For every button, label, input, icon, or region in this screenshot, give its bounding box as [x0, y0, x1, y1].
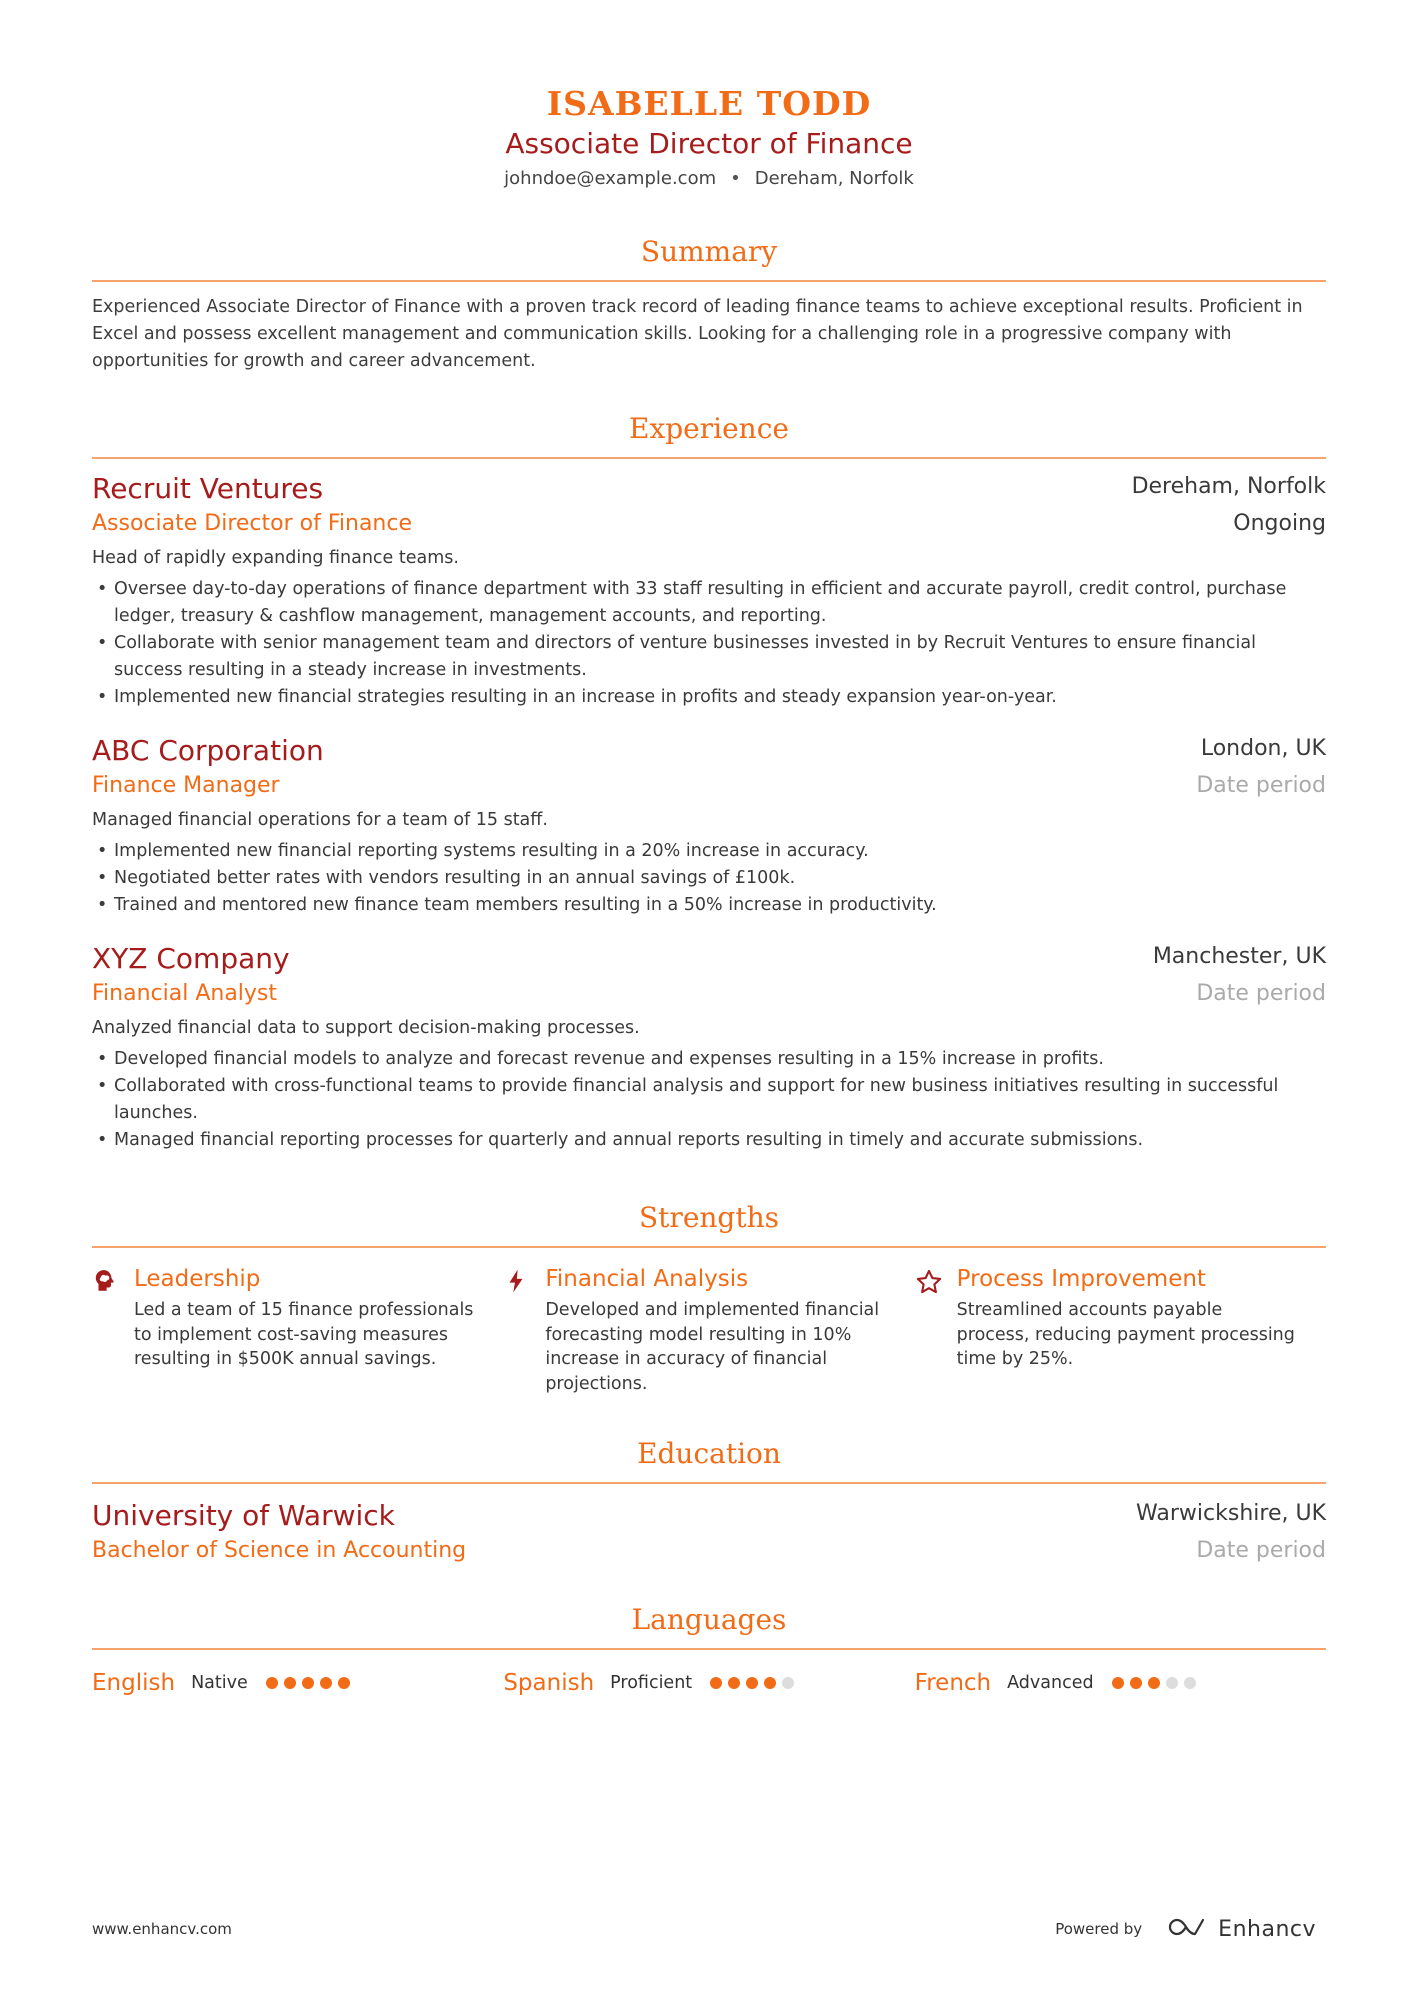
strength-text: Led a team of 15 finance professionals to implement cost-saving measures resulting in $500K annual savings. [134, 1300, 474, 1369]
job-bullets [92, 576, 1326, 711]
language-rating [1112, 1677, 1202, 1689]
job-entry [92, 471, 1326, 711]
job-company: ABC Corporation [92, 734, 324, 767]
job-position: Associate Director of Finance [92, 511, 413, 536]
job-description: Head of rapidly expanding finance teams. [92, 548, 459, 568]
rating-dot-filled [1112, 1677, 1124, 1689]
job-description: Analyzed financial data to support decision-making processes. [92, 1018, 640, 1038]
list-item: • Managed financial reporting processes for quarterly and annual reports resulting in timely and accurate submissions. [92, 1127, 1326, 1154]
rating-dot-filled [1130, 1677, 1142, 1689]
language-level: Proficient [610, 1673, 693, 1693]
rating-dot-filled [1148, 1677, 1160, 1689]
job-period: Ongoing [1233, 511, 1326, 536]
education-period: Date period [1196, 1538, 1326, 1563]
rating-dot-filled [320, 1677, 332, 1689]
rating-dot-filled [266, 1677, 278, 1689]
education-school: University of Warwick [92, 1499, 395, 1532]
contact-separator: • [730, 168, 741, 189]
list-item: • Oversee day-to-day operations of finance department with 33 staff resulting in efficient and accurate payroll, credit control, purchase ledger, treasury & cashflow management, management accounts, and reporting. [92, 576, 1326, 630]
strength-text: Streamlined accounts payable process, reducing payment processing time by 25%. [956, 1300, 1295, 1369]
summary-text: Experienced Associate Director of Finance with a proven track record of leading finance teams to achieve exceptional results. Proficient in Excel and possess excellent management and communication skills. Looking for a challenging role in a progressive company with opportunities for growth and career advancement. [92, 297, 1303, 371]
job-position: Financial Analyst [92, 981, 278, 1006]
experience-heading: Experience [629, 412, 789, 445]
summary-section [92, 234, 1326, 375]
job-entry [92, 733, 1326, 919]
strength-item [92, 1264, 503, 1396]
language-rating [266, 1677, 356, 1689]
summary-divider [92, 280, 1326, 282]
job-bullets [92, 838, 1326, 919]
languages-divider [92, 1648, 1326, 1650]
strength-title: Leadership [134, 1266, 261, 1292]
language-name: Spanish [503, 1670, 595, 1696]
experience-section [92, 411, 1326, 1154]
strength-item [503, 1264, 914, 1396]
education-degree: Bachelor of Science in Accounting [92, 1538, 467, 1563]
contact-location: Dereham, Norfolk [754, 168, 914, 189]
job-bullets [92, 1046, 1326, 1154]
footer-branding [1055, 1916, 1316, 1942]
rating-dot-empty [782, 1677, 794, 1689]
list-item: • Negotiated better rates with vendors resulting in an annual savings of £100k. [92, 865, 1326, 892]
language-item [503, 1668, 914, 1698]
job-entry [92, 941, 1326, 1154]
list-item: • Developed financial models to analyze and forecast revenue and expenses resulting in a 15% increase in profits. [92, 1046, 1326, 1073]
language-name: French [914, 1670, 992, 1696]
job-company: Recruit Ventures [92, 472, 324, 505]
languages-heading: Languages [631, 1603, 787, 1636]
rating-dot-filled [338, 1677, 350, 1689]
strength-text: Developed and implemented financial forecasting model resulting in 10% increase in accuracy of financial projections. [545, 1300, 880, 1394]
strength-title: Process Improvement [956, 1266, 1206, 1292]
rating-dot-filled [728, 1677, 740, 1689]
language-name: English [92, 1670, 176, 1696]
list-item: • Implemented new financial strategies resulting in an increase in profits and steady expansion year-on-year. [92, 684, 1326, 711]
job-location: Dereham, Norfolk [1131, 474, 1326, 499]
rating-dot-filled [710, 1677, 722, 1689]
strengths-heading: Strengths [639, 1201, 779, 1234]
rating-dot-empty [1166, 1677, 1178, 1689]
list-item: • Trained and mentored new finance team members resulting in a 50% increase in productivity. [92, 892, 1326, 919]
list-item: • Implemented new financial reporting systems resulting in a 20% increase in accuracy. [92, 838, 1326, 865]
contact-line [92, 166, 1326, 192]
job-company: XYZ Company [92, 942, 290, 975]
list-item: • Collaborate with senior management team and directors of venture businesses invested in by Recruit Ventures to ensure financial success resulting in a steady increase in investments. [92, 630, 1326, 684]
job-position: Finance Manager [92, 773, 280, 798]
languages-section [92, 1602, 1326, 1698]
summary-heading: Summary [640, 235, 778, 268]
resume-page [92, 0, 1326, 1995]
education-heading: Education [637, 1437, 781, 1470]
education-location: Warwickshire, UK [1136, 1501, 1326, 1526]
strength-title: Financial Analysis [545, 1266, 749, 1292]
language-rating [710, 1677, 800, 1689]
job-location: Manchester, UK [1152, 944, 1326, 969]
page-footer [92, 1916, 1326, 1946]
strengths-divider [92, 1246, 1326, 1248]
powered-by-label: Powered by [1055, 1920, 1143, 1938]
contact-email[interactable]: johndoe@example.com [504, 168, 717, 189]
rating-dot-empty [1184, 1677, 1196, 1689]
job-period: Date period [1196, 981, 1326, 1006]
footer-website[interactable]: www.enhancv.com [92, 1920, 232, 1938]
rating-dot-filled [764, 1677, 776, 1689]
experience-divider [92, 457, 1326, 459]
head-brain-icon [92, 1264, 134, 1396]
language-item [915, 1668, 1326, 1698]
education-entry [92, 1498, 1326, 1568]
rating-dot-filled [302, 1677, 314, 1689]
enhancv-logo-icon [1168, 1916, 1208, 1942]
candidate-name: ISABELLE TODD [546, 84, 872, 123]
education-section [92, 1436, 1326, 1568]
lightning-icon [503, 1264, 545, 1396]
rating-dot-filled [284, 1677, 296, 1689]
strengths-section [92, 1200, 1326, 1396]
language-item [92, 1668, 503, 1698]
candidate-title: Associate Director of Finance [505, 127, 913, 160]
language-level: Native [191, 1673, 248, 1693]
job-period: Date period [1196, 773, 1326, 798]
strength-item [915, 1264, 1326, 1396]
star-icon [915, 1264, 957, 1396]
list-item: • Collaborated with cross-functional teams to provide financial analysis and support for new business initiatives resulting in successful launches. [92, 1073, 1326, 1127]
rating-dot-filled [746, 1677, 758, 1689]
job-location: London, UK [1200, 736, 1326, 761]
language-level: Advanced [1007, 1673, 1094, 1693]
brand-name: Enhancv [1218, 1916, 1316, 1942]
job-description: Managed financial operations for a team of 15 staff. [92, 810, 548, 830]
resume-header [92, 0, 1326, 192]
education-divider [92, 1482, 1326, 1484]
